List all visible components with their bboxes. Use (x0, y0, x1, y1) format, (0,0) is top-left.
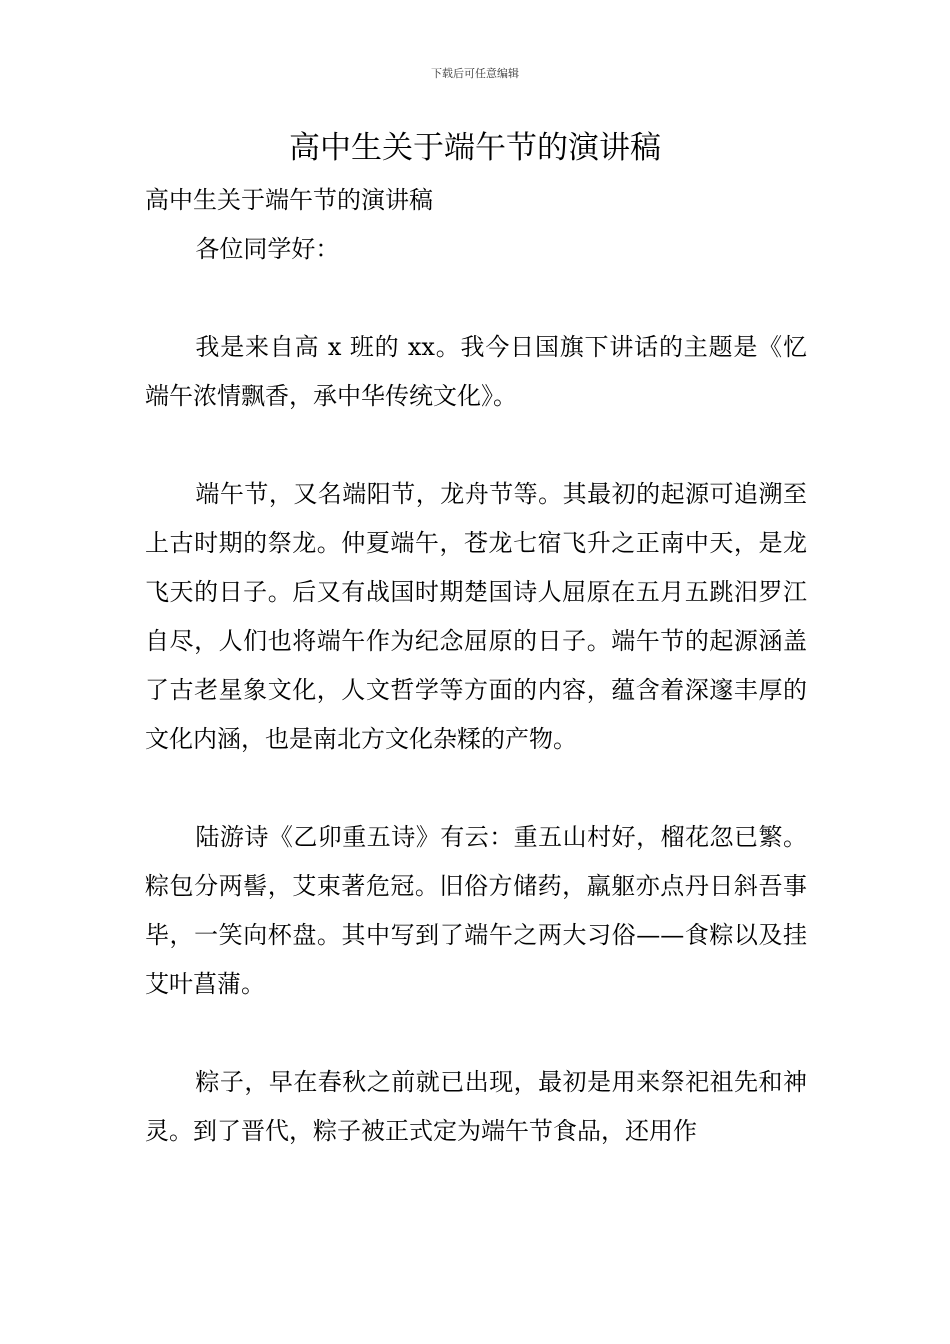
document-body (145, 176, 807, 1156)
subtitle: 高中生关于端午节的演讲稿 (145, 186, 433, 214)
greeting: 各位同学好： (195, 235, 340, 263)
paragraph-poem: 陆游诗《乙卯重五诗》有云：重五山村好，榴花忽已繁。粽包分两髻，艾束著危冠。旧俗方储药，羸躯亦点丹日斜吾事毕，一笑向杯盘。其中写到了端午之两大习俗——食粽以及挂艾叶菖蒲。 (145, 823, 807, 998)
paragraph-zongzi: 粽子，早在春秋之前就已出现，最初是用来祭祀祖先和神灵。到了晋代，粽子被正式定为端午节食品，还用作 (145, 1068, 807, 1145)
document-title: 高中生关于端午节的演讲稿 (289, 130, 661, 166)
paragraph-origin: 端午节，又名端阳节，龙舟节等。其最初的起源可追溯至上古时期的祭龙。仲夏端午，苍龙七宿飞升之正南中天，是龙飞天的日子。后又有战国时期楚国诗人屈原在五月五跳汨罗江自尽，人们也将端午作为纪念屈原的日子。端午节的起源涵盖了古老星象文化，人文哲学等方面的内容，蕴含着深邃丰厚的文化内涵，也是南北方文化杂糅的产物。 (145, 480, 807, 753)
header-note: 下载后可任意编辑 (431, 67, 519, 80)
paragraph-intro: 我是来自高 x 班的 xx。我今日国旗下讲话的主题是《忆端午浓情飘香，承中华传统文化》。 (145, 333, 807, 410)
